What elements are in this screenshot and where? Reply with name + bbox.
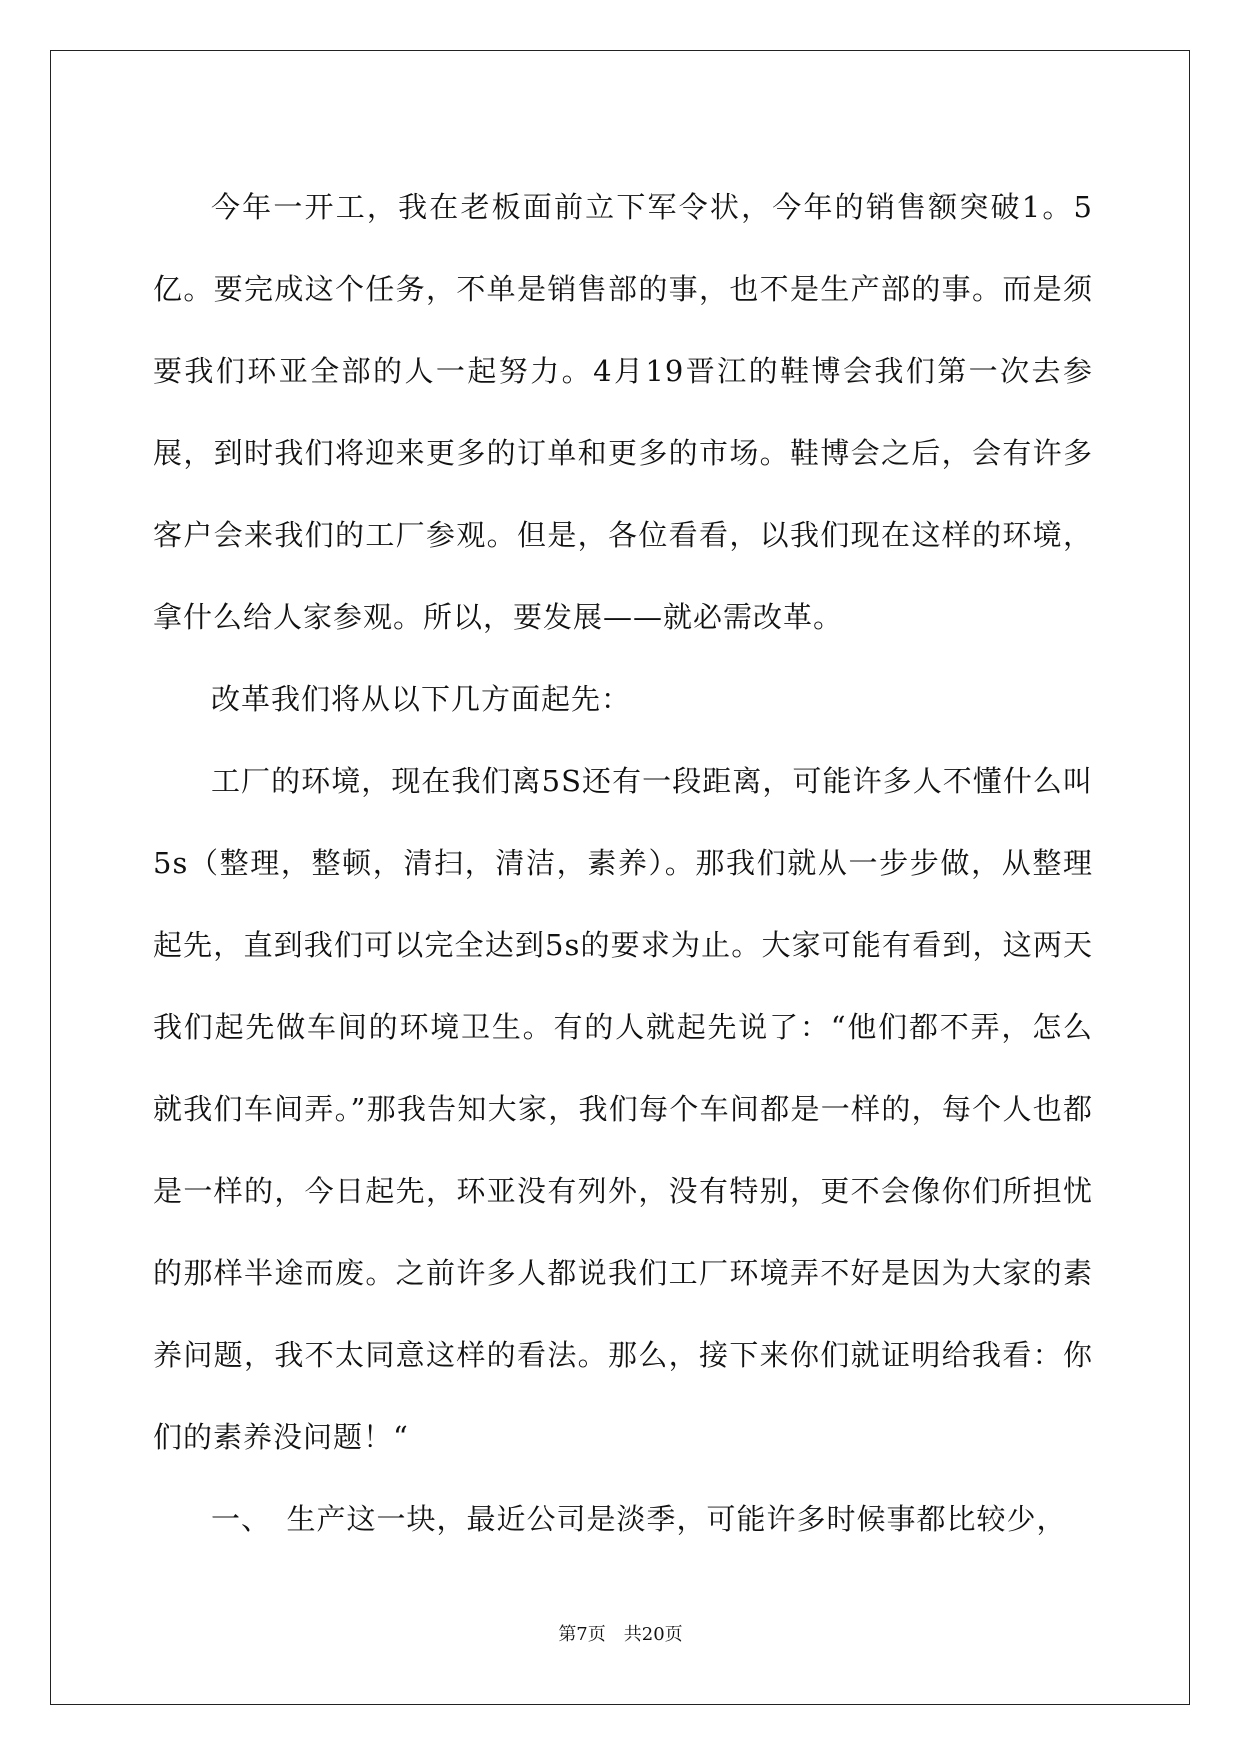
- document-body: [153, 166, 1093, 1560]
- paragraph-production: 一、 生产这一块，最近公司是淡季，可能许多时候事都比较少，: [211, 1502, 1067, 1536]
- paragraph-factory-environment: 工厂的环境，现在我们离5S还有一段距离，可能许多人不懂什么叫5s（整理，整顿，清扫，清洁，素养）。那我们就从一步步做，从整理起先，直到我们可以完全达到5s的要求为止。大家可能有看到，这两天我们起先做车间的环境卫生。有的人就起先说了：“他们都不弄，怎么就我们车间弄。”那我告知大家，我们每个车间都是一样的，每个人也都是一样的，今日起先，环亚没有列外，没有特别，更不会像你们所担忧的那样半途而废。之前许多人都说我们工厂环境弄不好是因为大家的素养问题，我不太同意这样的看法。那么，接下来你们就证明给我看：你们的素养没问题！“: [153, 764, 1093, 1454]
- paragraph-reform-intro: 改革我们将从以下几方面起先：: [211, 682, 632, 716]
- page-number: 第7页: [558, 1624, 606, 1645]
- paragraph-sales-target: 今年一开工，我在老板面前立下军令状，今年的销售额突破1。5亿。要完成这个任务，不单是销售部的事，也不是生产部的事。而是须要我们环亚全部的人一起努力。4月19晋江的鞋博会我们第一次去参展，到时我们将迎来更多的订单和更多的市场。鞋博会之后，会有许多客户会来我们的工厂参观。但是，各位看看，以我们现在这样的环境，拿什么给人家参观。所以，要发展——就必需改革。: [153, 190, 1093, 634]
- page-footer: [0, 1620, 1241, 1646]
- page-total: 共20页: [623, 1624, 683, 1645]
